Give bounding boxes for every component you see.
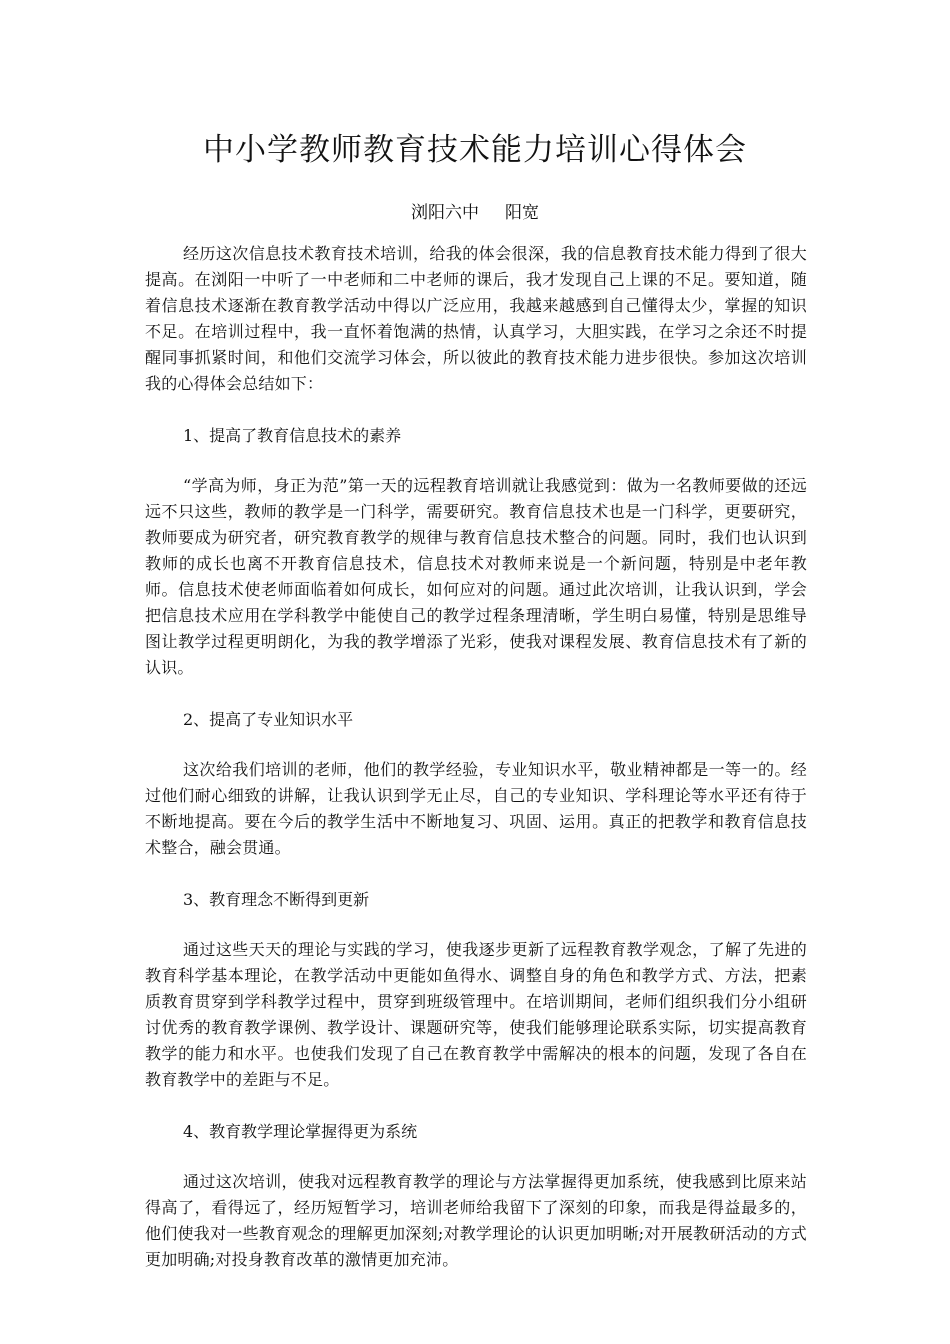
document-title: 中小学教师教育技术能力培训心得体会 <box>203 132 747 168</box>
section-heading-4: 4、教育教学理论掌握得更为系统 <box>183 1122 418 1141</box>
section-heading-3: 3、教育理念不断得到更新 <box>183 890 370 909</box>
section-heading-1: 1、提高了教育信息技术的素养 <box>183 426 402 445</box>
author-line <box>0 200 950 226</box>
section-paragraph-1: “学高为师，身正为范”第一天的远程教育培训就让我感觉到：做为一名教师要做的还远远不只这些，教师的教学是一门科学，需要研究。教育信息技术也是一门科学，更要研究，教师要成为研究者，研究教育教学的规律与教育信息技术整合的问题。同时，我们也认识到教师的成长也离不开教育信息技术，信息技术对教师来说是一个新问题，特别是中老年教师。信息技术使老师面临着如何成长，如何应对的问题。通过此次培训，让我认识到，学会把信息技术应用在学科教学中能使自己的教学过程条理清晰，学生明白易懂，特别是思维导图让教学过程更明朗化，为我的教学增添了光彩，使我对课程发展、教育信息技术有了新的认识。 <box>145 476 807 677</box>
author-name: 阳宽 <box>505 203 539 223</box>
intro-paragraph: 经历这次信息技术教育技术培训，给我的体会很深，我的信息教育技术能力得到了很大提高。在浏阳一中听了一中老师和二中老师的课后，我才发现自己上课的不足。要知道，随着信息技术逐渐在教育教学活动中得以广泛应用，我越来越感到自己懂得太少，掌握的知识不足。在培训过程中，我一直怀着饱满的热情，认真学习，大胆实践，在学习之余还不时提醒同事抓紧时间，和他们交流学习体会，所以彼此的教育技术能力进步很快。参加这次培训我的心得体会总结如下： <box>145 244 807 393</box>
section-paragraph-2: 这次给我们培训的老师，他们的教学经验，专业知识水平，敬业精神都是一等一的。经过他们耐心细致的讲解，让我认识到学无止尽，自己的专业知识、学科理论等水平还有待于不断地提高。要在今后的教学生活中不断地复习、巩固、运用。真正的把教学和教育信息技术整合，融会贯通。 <box>145 760 807 857</box>
section-paragraph-4: 通过这次培训，使我对远程教育教学的理论与方法掌握得更加系统，使我感到比原来站得高了，看得远了，经历短暂学习，培训老师给我留下了深刻的印象，而我是得益最多的，他们使我对一些教育观念的理解更加深刻;对教学理论的认识更加明晰;对开展教研活动的方式更加明确;对投身教育改革的激情更加充沛。 <box>145 1172 807 1269</box>
author-school: 浏阳六中 <box>411 203 479 223</box>
document-body <box>145 241 807 1273</box>
section-heading-2: 2、提高了专业知识水平 <box>183 710 354 729</box>
section-paragraph-3: 通过这些天天的理论与实践的学习，使我逐步更新了远程教育教学观念，了解了先进的教育科学基本理论，在教学活动中更能如鱼得水、调整自身的角色和教学方式、方法，把素质教育贯穿到学科教学过程中，贯穿到班级管理中。在培训期间，老师们组织我们分小组研讨优秀的教育教学课例、教学设计、课题研究等，使我们能够理论联系实际，切实提高教育教学的能力和水平。也使我们发现了自己在教育教学中需解决的根本的问题，发现了各自在教育教学中的差距与不足。 <box>145 940 807 1089</box>
